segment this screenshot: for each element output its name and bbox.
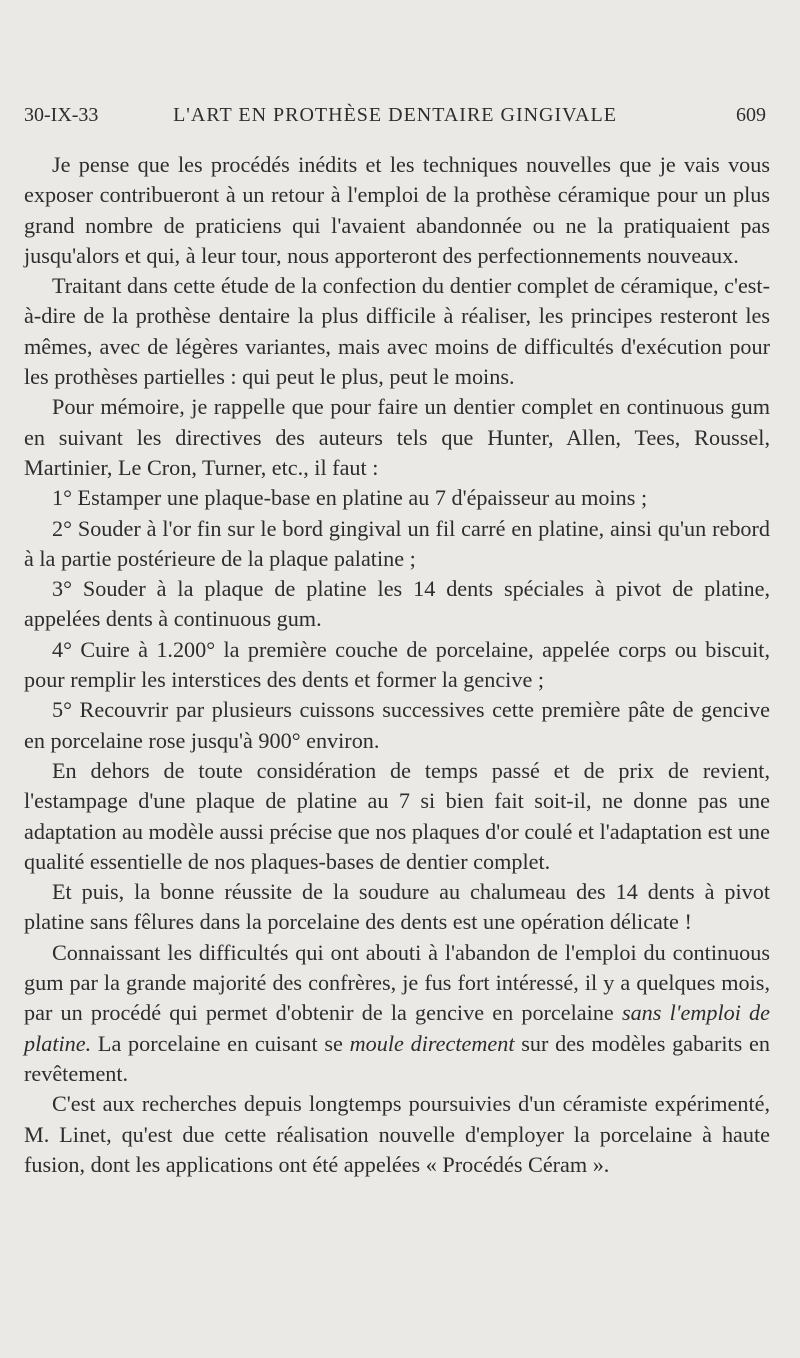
running-header xyxy=(24,104,766,134)
paragraph: Et puis, la bonne réussite de la soudure au chalumeau des 14 dents à pivot platine sans fêlures dans la porcelaine des dents est une opération délicate ! xyxy=(24,879,770,935)
header-date: 30-IX-33 xyxy=(24,104,99,126)
paragraph: C'est aux recherches depuis longtemps poursuivies d'un céramiste expérimenté, M. Linet, qu'est due cette réalisation nouvelle d'employer la porcelaine à haute fusion, dont les applications ont été appelées « Procédés Céram ». xyxy=(24,1091,770,1177)
emphasis: moule directement xyxy=(349,1030,515,1056)
paragraph-text: sur des modèles gabarits en revêtement. xyxy=(24,1030,770,1086)
emphasis: sans l'emploi de platine. xyxy=(24,1000,771,1056)
list-item: 2° Souder à l'or fin sur le bord gingival un fil carré en platine, ainsi qu'un rebord à la partie postérieure de la plaque palatine ; xyxy=(24,515,770,571)
paragraph-text: Connaissant les difficultés qui ont abouti à l'abandon de l'emploi du continuous gum par la grande majorité des confrères, je fus fort intéressé, il y a quelques mois, par un procédé qui permet d'obtenir de la gencive en porcelaine xyxy=(24,939,770,1026)
list-item: 4° Cuire à 1.200° la première couche de porcelaine, appelée corps ou biscuit, pour remplir les interstices des dents et former la gencive ; xyxy=(24,636,770,693)
paragraph xyxy=(24,938,770,1089)
page-number: 609 xyxy=(736,104,766,126)
list-item: 1° Estamper une plaque-base en platine au 7 d'épaisseur au moins ; xyxy=(52,485,648,511)
paragraph-text: La porcelaine en cuisant se xyxy=(91,1030,350,1056)
paragraph: Traitant dans cette étude de la confection du dentier complet de céramique, c'est-à-dire de la prothèse dentaire la plus difficile à réaliser, les principes resteront les mêmes, avec de légères variantes, mais avec moins de difficultés d'exécution pour les prothèses partielles : qui peut le plus, peut le moins. xyxy=(24,273,770,390)
list-item: 5° Recouvrir par plusieurs cuissons successives cette première pâte de gencive en porcelaine rose jusqu'à 900° environ. xyxy=(24,697,770,753)
header-title: L'ART EN PROTHÈSE DENTAIRE GINGIVALE xyxy=(173,104,617,126)
paragraph: Je pense que les procédés inédits et les techniques nouvelles que je vais vous exposer contribueront à un retour à l'emploi de la prothèse céramique pour un plus grand nombre de praticiens qui l'avaient abandonnée ou ne la pratiquaient pas jusqu'alors et qui, à leur tour, nous apporteront des perfectionnements nouveaux. xyxy=(24,152,770,268)
paragraph: Pour mémoire, je rappelle que pour faire un dentier complet en continuous gum en suivant les directives des auteurs tels que Hunter, Allen, Tees, Roussel, Martinier, Le Cron, Turner, etc., il faut : xyxy=(24,394,770,480)
body-text xyxy=(24,150,770,1180)
list-item: 3° Souder à la plaque de platine les 14 dents spéciales à pivot de platine, appelées dents à continuous gum. xyxy=(24,576,770,632)
paragraph: En dehors de toute considération de temps passé et de prix de revient, l'estampage d'une plaque de platine au 7 si bien fait soit-il, ne donne pas une adaptation au modèle aussi précise que nos plaques d'or coulé et l'adaptation est une qualité essentielle de nos plaques-bases de dentier complet. xyxy=(24,757,770,874)
